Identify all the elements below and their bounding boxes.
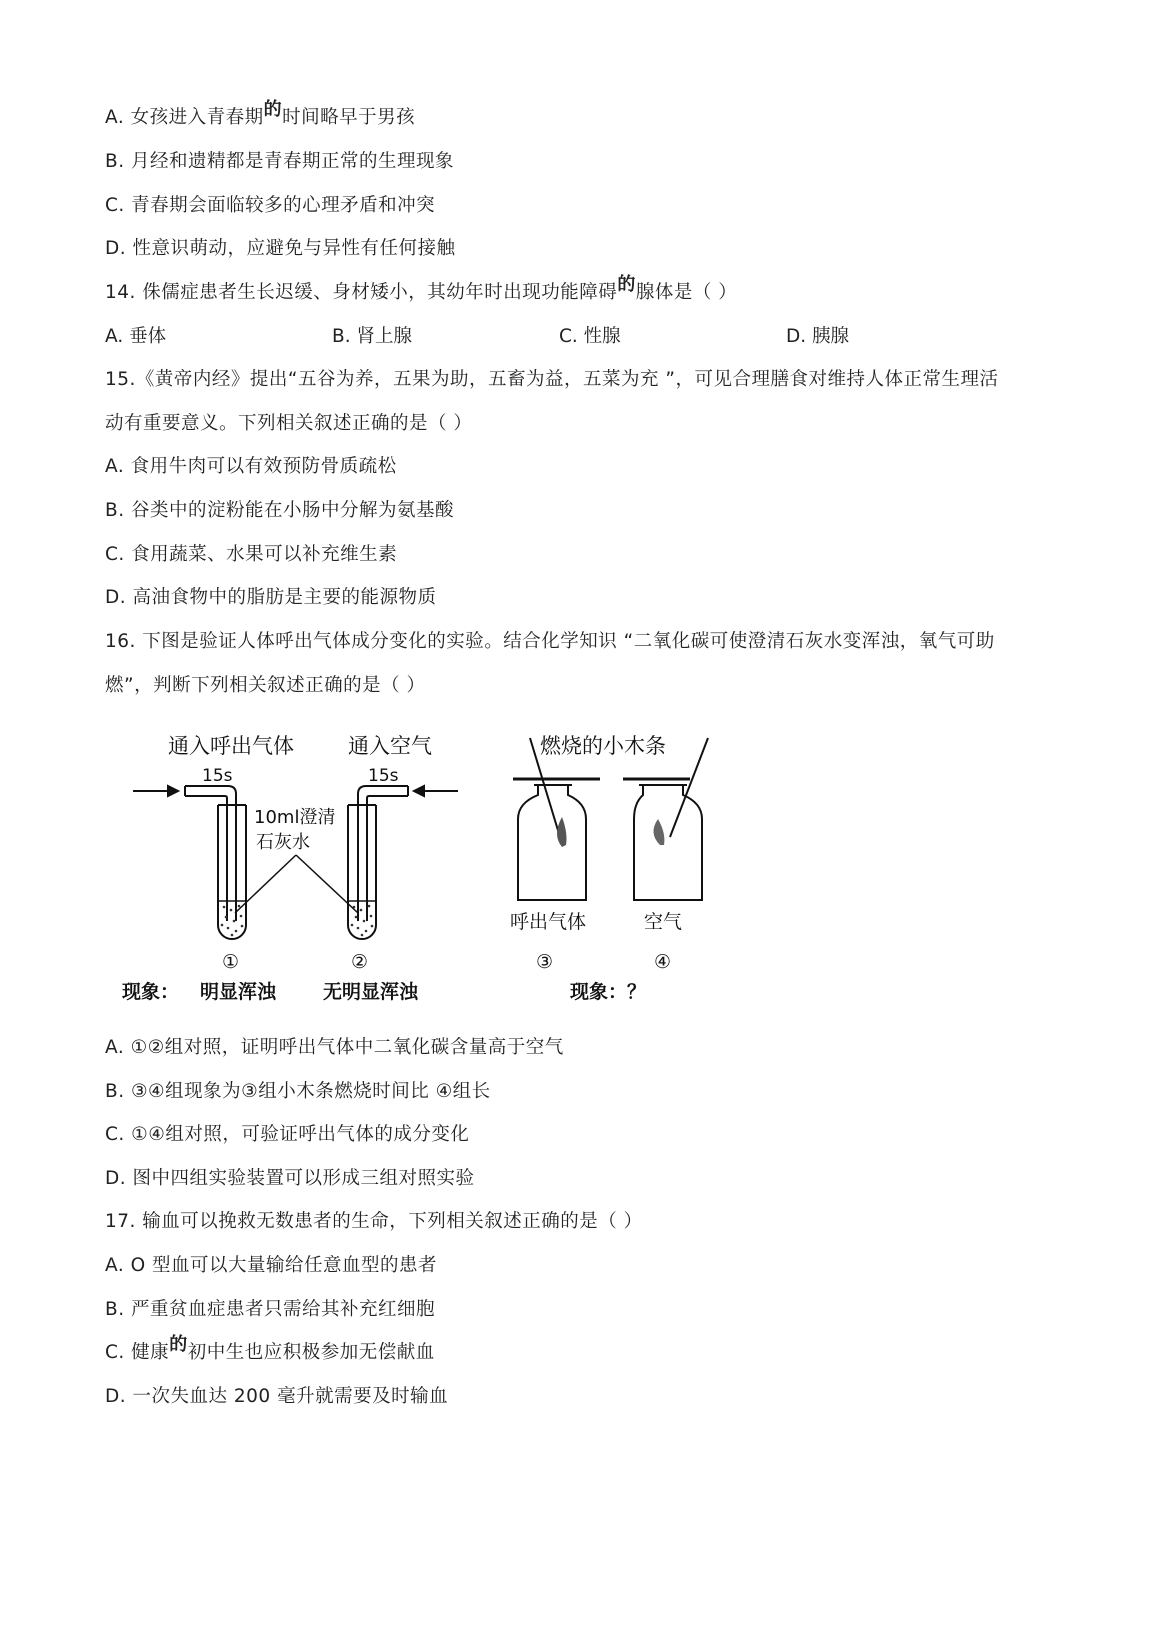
limewater-pointer [235, 855, 358, 913]
q13-option-a: A. 女孩进入青春期的时间略早于男孩 [105, 99, 416, 128]
flame-3 [557, 817, 567, 847]
q16-option-c: C. ①④组对照，可验证呼出气体的成分变化 [105, 1124, 470, 1145]
q17-option-d: D. 一次失血达 200 毫升就需要及时输血 [105, 1386, 449, 1407]
q17-stem: 17. 输血可以挽救无数患者的生命，下列相关叙述正确的是（ ） [105, 1211, 643, 1232]
q13-option-c: C. 青春期会面临较多的心理矛盾和冲突 [105, 195, 436, 216]
q15-option-c: C. 食用蔬菜、水果可以补充维生素 [105, 544, 398, 565]
q13-option-b: B. 月经和遗精都是青春期正常的生理现象 [105, 151, 454, 172]
q17-option-c: C. 健康的初中生也应积极参加无偿献血 [105, 1334, 435, 1363]
label-exhaled-in: 通入呼出气体 [168, 734, 294, 758]
result-2: 无明显浑浊 [323, 981, 419, 1003]
bottle-4-label: 空气 [644, 911, 683, 933]
q17-option-b: B. 严重贫血症患者只需给其补充红细胞 [105, 1299, 435, 1320]
q14-option-a: A. 垂体 [105, 326, 167, 347]
q15-option-d: D. 高油食物中的脂肪是主要的能源物质 [105, 587, 437, 608]
q15-stem-line1: 15.《黄帝内经》提出“五谷为养，五果为助，五畜为益，五菜为充 ”，可见合理膳食对维持人体正常生理活 [105, 369, 999, 390]
time-label-2: 15s [368, 766, 399, 786]
q14-option-c: C. 性腺 [559, 326, 621, 347]
label-num-4: ④ [654, 951, 672, 973]
label-num-1: ① [222, 951, 240, 973]
label-num-3: ③ [536, 951, 554, 973]
time-label-1: 15s [202, 766, 233, 786]
q16-option-b: B. ③④组现象为③组小木条燃烧时间比 ④组长 [105, 1081, 491, 1102]
q15-option-a: A. 食用牛肉可以有效预防骨质疏松 [105, 456, 397, 477]
q13-option-d: D. 性意识萌动，应避免与异性有任何接触 [105, 238, 456, 259]
q17-option-a: A. O 型血可以大量输给任意血型的患者 [105, 1255, 438, 1276]
experiment-figure [122, 734, 750, 1055]
arrow-left-in [133, 786, 178, 796]
limewater-label-1: 10ml澄清 [254, 807, 336, 828]
arrow-right-in [414, 786, 458, 796]
bottle-3-label: 呼出气体 [510, 911, 587, 933]
limewater-2 [349, 901, 375, 936]
phenomenon-label-2: 现象：？ [570, 981, 647, 1003]
test-tube-2 [348, 805, 376, 939]
result-1: 明显浑浊 [200, 981, 277, 1003]
q15-option-b: B. 谷类中的淀粉能在小肠中分解为氨基酸 [105, 500, 454, 521]
phenomenon-label-1: 现象： [122, 981, 180, 1003]
q14-option-d: D. 胰腺 [786, 326, 850, 347]
label-num-2: ② [351, 951, 369, 973]
test-tube-1 [218, 805, 246, 939]
q14-stem: 14. 侏儒症患者生长迟缓、身材矮小，其幼年时出现功能障碍的腺体是（ ） [105, 274, 738, 303]
q16-stem-line2: 燃”，判断下列相关叙述正确的是（ ） [105, 675, 426, 696]
q16-option-d: D. 图中四组实验装置可以形成三组对照实验 [105, 1168, 475, 1189]
flame-4 [653, 819, 664, 845]
q16-option-a: A. ①②组对照，证明呼出气体中二氧化碳含量高于空气 [105, 1037, 564, 1058]
q16-stem-line1: 16. 下图是验证人体呼出气体成分变化的实验。结合化学知识 “二氧化碳可使澄清石灰水变浑浊，氧气可助 [105, 631, 995, 652]
bottle-3 [513, 779, 600, 900]
burning-stick-label: 燃烧的小木条 [540, 734, 666, 758]
limewater-label-2: 石灰水 [256, 832, 310, 853]
q14-option-b: B. 肾上腺 [332, 326, 412, 347]
label-air-in: 通入空气 [348, 734, 432, 758]
q15-stem-line2: 动有重要意义。下列相关叙述正确的是（ ） [105, 413, 473, 434]
